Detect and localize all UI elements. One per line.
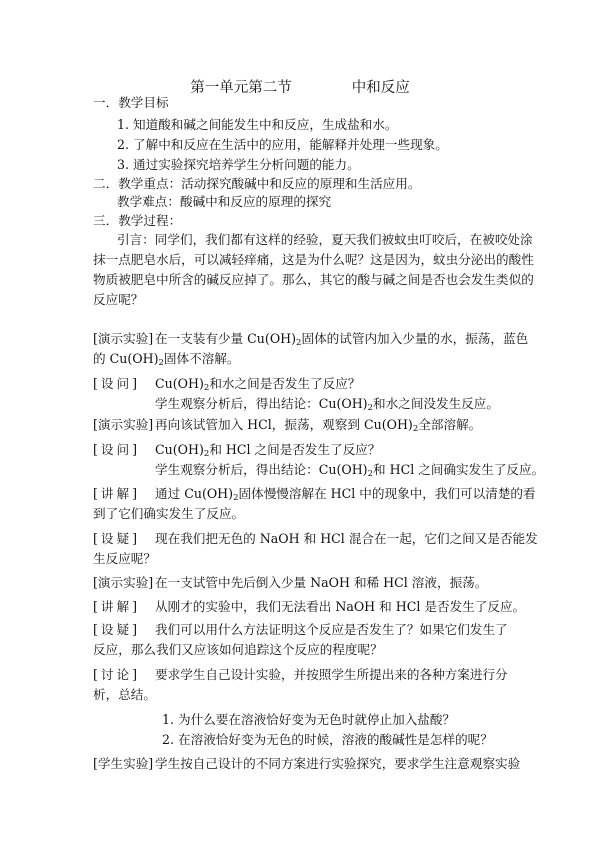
label-discuss: [讨论]: [93, 667, 137, 682]
intro-line-1: 引言：同学们，我们都有这样的经验，夏天我们被蚊虫叮咬后，在被咬处涂: [117, 232, 533, 247]
label-student-experiment: [学生实验]: [93, 756, 154, 771]
label-doubt: [设疑]: [93, 531, 137, 546]
objective-1: 1. 知道酸和碱之间能发生中和反应，生成盐和水。: [117, 117, 398, 132]
discuss-line-1: [讨论] 要求学生自己设计实验，并按照学生所提出来的各种方案进行分: [93, 667, 508, 682]
explain-2: [讲解] 从刚才的实验中，我们无法看出 NaOH 和 HCl 是否发生了反应。: [93, 599, 526, 614]
page-title: [0, 76, 600, 97]
label-explain: [讲解]: [93, 486, 137, 501]
title-part1: 第一单元第二节: [190, 80, 292, 96]
demo-1-line-2: 的 $Cu(OH)_2$固体不溶解。: [93, 351, 240, 368]
conclusion-1: 学生观察分析后，得出结论：$Cu(OH)_2$和水之间没发生反应。: [155, 396, 499, 413]
demo-2: [演示实验] 再向该试管加入 HCl，振荡，观察到 $Cu(OH)_2$全部溶解。: [93, 417, 482, 434]
label-ask: [设问]: [93, 376, 137, 391]
conclusion-2: 学生观察分析后，得出结论：$Cu(OH)_2$和 HCl 之间确实发生了反应。: [155, 462, 545, 479]
label-explain: [讲解]: [93, 599, 137, 614]
doubt-2-line-2: 反应，那么我们又应该如何追踪这个反应的程度呢？: [93, 642, 383, 657]
ask-1: [设问] $Cu(OH)_2$和水之间是否发生了反应？: [93, 376, 361, 393]
label-doubt: [设疑]: [93, 622, 137, 637]
doubt-1-line-1: [设疑] 现在我们把无色的 NaOH 和 HCl 混合在一起，它们之间又是否能发: [93, 531, 538, 546]
objective-2: 2. 了解中和反应在生活中的应用，能解释并处理一些现象。: [117, 137, 448, 152]
intro-line-2: 抹一点肥皂水后，可以减轻痒痛，这是为什么呢？这是因为，蚊虫分泌出的酸性: [93, 252, 534, 267]
title-part2: 中和反应: [351, 80, 410, 96]
doubt-1-line-2: 生反应呢？: [93, 551, 156, 566]
label-ask: [设问]: [93, 442, 137, 457]
doubt-2-line-1: [设疑] 我们可以用什么方法证明这个反应是否发生了？如果它们发生了: [93, 622, 508, 637]
question-2: 2. 在溶液恰好变为无色的时候，溶液的酸碱性是怎样的呢？: [162, 732, 493, 747]
section3-heading: 三．教学过程：: [93, 213, 182, 228]
section1-heading: 一．教学目标: [93, 95, 169, 110]
teaching-difficulty: 教学难点：酸碱中和反应的原理的探究: [117, 194, 332, 209]
ask-2: [设问] $Cu(OH)_2$和 HCl 之间是否发生了反应？: [93, 442, 381, 459]
label-demo: [演示实验]: [93, 575, 154, 590]
label-demo: [演示实验]: [93, 417, 154, 432]
explain-1-line-2: 到了它们确实发生了反应。: [93, 506, 245, 521]
label-demo: [演示实验]: [93, 331, 154, 346]
objective-3: 3. 通过实验探究培养学生分析问题的能力。: [117, 157, 360, 172]
student-experiment: [学生实验] 学生按自己设计的不同方案进行实验探究，要求学生注意观察实验: [93, 756, 521, 771]
explain-1-line-1: [讲解] 通过 $Cu(OH)_2$固体慢慢溶解在 HCl 中的现象中，我们可以清楚的看: [93, 486, 536, 503]
discuss-line-2: 析，总结。: [93, 687, 156, 702]
intro-line-4: 反应呢？: [93, 292, 144, 307]
intro-line-3: 物质被肥皂中所含的碱反应掉了。那么，其它的酸与碱之间是否也会发生类似的: [93, 272, 534, 287]
section2-heading: 二．教学重点：活动探究酸碱中和反应的原理和生活应用。: [93, 176, 421, 191]
question-1: 1. 为什么要在溶液恰好变为无色时就停止加入盐酸？: [162, 712, 456, 727]
demo-1-line-1: [演示实验] 在一支装有少量 $Cu(OH)_2$固体的试管内加入少量的水，振荡，蓝色: [93, 331, 529, 348]
demo-3: [演示实验] 在一支试管中先后倒入少量 NaOH 和稀 HCl 溶液，振荡。: [93, 575, 488, 590]
